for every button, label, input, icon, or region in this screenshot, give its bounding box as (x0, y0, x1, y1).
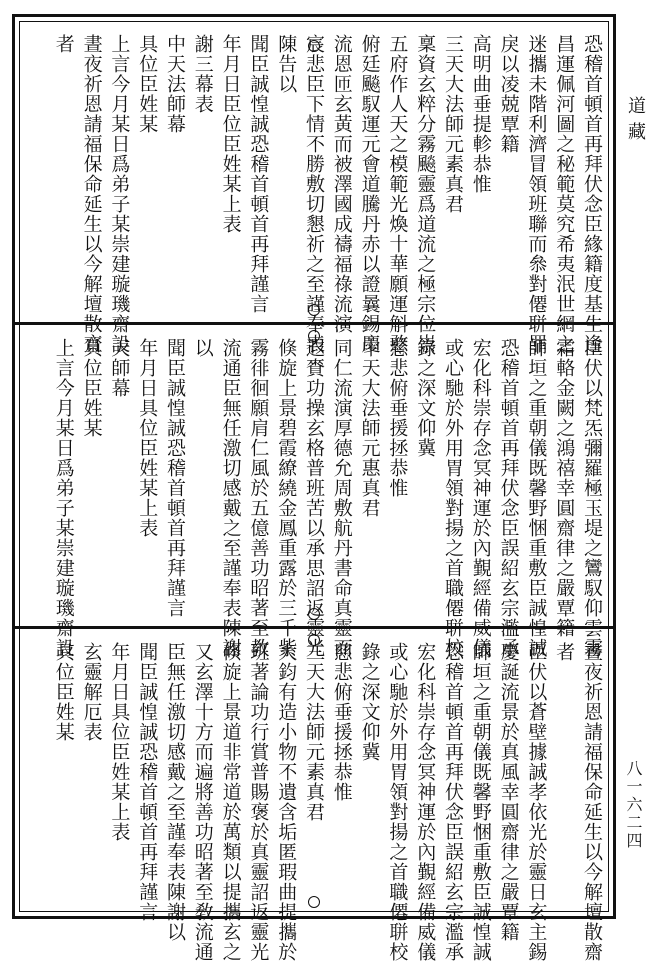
text-column: 昌運佩河圖之秘範莫究希夷泯世網之 (553, 34, 576, 354)
text-column: 聞臣誠惶誠恐稽首頓首再拜謹言 (247, 34, 270, 314)
text-column: 陳告以 (275, 34, 298, 94)
text-column: 宏化科崇存念冥神運於內覲經備威儀 (469, 338, 492, 658)
text-column: 倏旋上景碧霞繚繞金鳳重露於三千紫 (275, 338, 298, 658)
text-column: 三天大法師元素真君 (442, 34, 464, 214)
text-column: 或心馳於外用胃領對揚之首職僊聠校 (386, 642, 409, 962)
text-column: 師垣之重朝儀既馨野悃重敷臣誠惶誠 (525, 338, 548, 658)
text-column: 霧徘徊願肩仁風於五億善功昭著至教 (247, 338, 270, 658)
text-column: 流通臣無任激切感戴之至謹奉表陳謝 (219, 338, 242, 658)
text-column: 倏旋上景道非常道於萬類以提攜玄之 (219, 642, 242, 962)
text-column: 慶誕流景於真風幸圓齋律之嚴覃籍 (497, 642, 520, 942)
text-column: 年月日臣位臣姓某上表 (219, 34, 242, 234)
text-panel-1 (18, 20, 610, 354)
text-column: 高明曲垂提軫恭惟 (469, 34, 492, 194)
page-number: 八一六二四 (624, 760, 643, 850)
text-column: 中天大法師元惠真君 (358, 338, 381, 518)
text-column: 錄之深文仰冀 (414, 338, 437, 458)
text-column: 錄之深文仰冀 (358, 642, 381, 762)
text-column: 遐賚功操玄格普班苦以承思詔返靈光 (303, 338, 325, 658)
text-column: 師垣之重朝儀既馨野悃重敷臣誠惶誠 (469, 642, 492, 962)
text-column: 年月日具位臣姓某上表 (108, 642, 131, 842)
text-column: 慈悲俯垂援拯恭惟 (386, 338, 409, 498)
text-column: 上言今月某日爲弟子某崇建璇璣齋設 (108, 34, 131, 354)
text-panel-3 (18, 628, 610, 962)
text-column: 流恩匝玄黃而被澤國成禱福祿流演 (330, 34, 353, 334)
text-column: 玄靈解厄表 (80, 642, 103, 742)
text-column: 臣無任激切感戴之至謹奉表陳謝以 (164, 642, 186, 942)
text-column: 大鈞有造小物不遺含垢匿瑕曲提攜於 (275, 642, 298, 962)
text-column: 者 (52, 34, 75, 54)
text-column: 臣伏以梵炁彌羅極玉堤之鸞馭仰雲霧 (581, 338, 603, 658)
text-column: 具位臣姓某 (80, 338, 103, 438)
text-column: 或心馳於外用胃領對揚之首職僊聠校 (442, 338, 464, 658)
text-column: 迷攜未階利濟冒領班聯而叅對僊聠罪 (525, 34, 548, 354)
text-column: 者 (553, 642, 576, 662)
text-column: 臣伏以蒼壁據誠孝依光於靈日玄主錫 (525, 642, 548, 962)
text-column: 中天法師幕 (164, 34, 186, 134)
text-column: 慈悲俯垂援拯恭惟 (330, 642, 353, 802)
text-column: 聞臣誠惶誠恐稽首頓首再拜謹言 (136, 642, 159, 922)
text-column: 霜輅金闕之鴻禧幸圓齋律之嚴覃籍 (553, 338, 576, 638)
hole-mark-icon (308, 896, 320, 908)
text-column: 年月日具位臣姓某上表 (136, 338, 159, 538)
side-label: 道藏 (625, 96, 646, 148)
text-column: 同仁流演厚德允周敷航丹書命真靈而 (330, 338, 353, 658)
text-column: 俯廷飈馭運元會道騰丹赤以證曩錫慶 (358, 34, 381, 354)
text-column: 宏化科崇存念冥神運於內覲經備威儀 (414, 642, 437, 962)
text-column: 稟資玄粹分霧飈靈爲道流之極宗位崇 (414, 34, 437, 354)
text-column: 晝夜祈恩請福保命延生以今解壇散齋 (581, 642, 603, 962)
text-column: 恐稽首頓首再拜伏念臣誤紹玄宗濫承 (497, 338, 520, 658)
text-column: 五府作人天之模範光煥十華願運斛憨 (386, 34, 409, 354)
text-panel-2 (18, 324, 610, 658)
text-column: 謝三幕表 (191, 34, 214, 114)
text-column: 恐稽首頓首再拜伏念臣緣籍度基生逢 (581, 34, 603, 354)
text-column: 具位臣姓某 (136, 34, 159, 134)
text-column: 上言今月某日爲弟子某崇建璇璣齋設 (52, 338, 75, 658)
text-column: 班著論功行賞普賜褒於真靈詔返靈光 (247, 642, 270, 962)
text-column: 三天大法師元素真君 (303, 642, 325, 822)
text-column: 天師幕 (108, 338, 131, 398)
text-column: 以 (191, 338, 214, 358)
text-column: 晝夜祈恩請福保命延生以今解壇散齋 (80, 34, 103, 354)
text-column: 恐稽首頓首再拜伏念臣誤紹玄宗濫承 (442, 642, 464, 962)
text-column: 宸悲臣下情不勝敷切懇祈之至謹奉表 (303, 34, 325, 354)
text-column: 聞臣誠惶誠恐稽首頓首再拜謹言 (164, 338, 186, 618)
text-column: 又玄澤十方而遍將善功昭著至敎流通 (191, 642, 214, 962)
text-column: 戾以凌兢覃籍 (497, 34, 520, 154)
text-column: 具位臣姓某 (52, 642, 75, 742)
